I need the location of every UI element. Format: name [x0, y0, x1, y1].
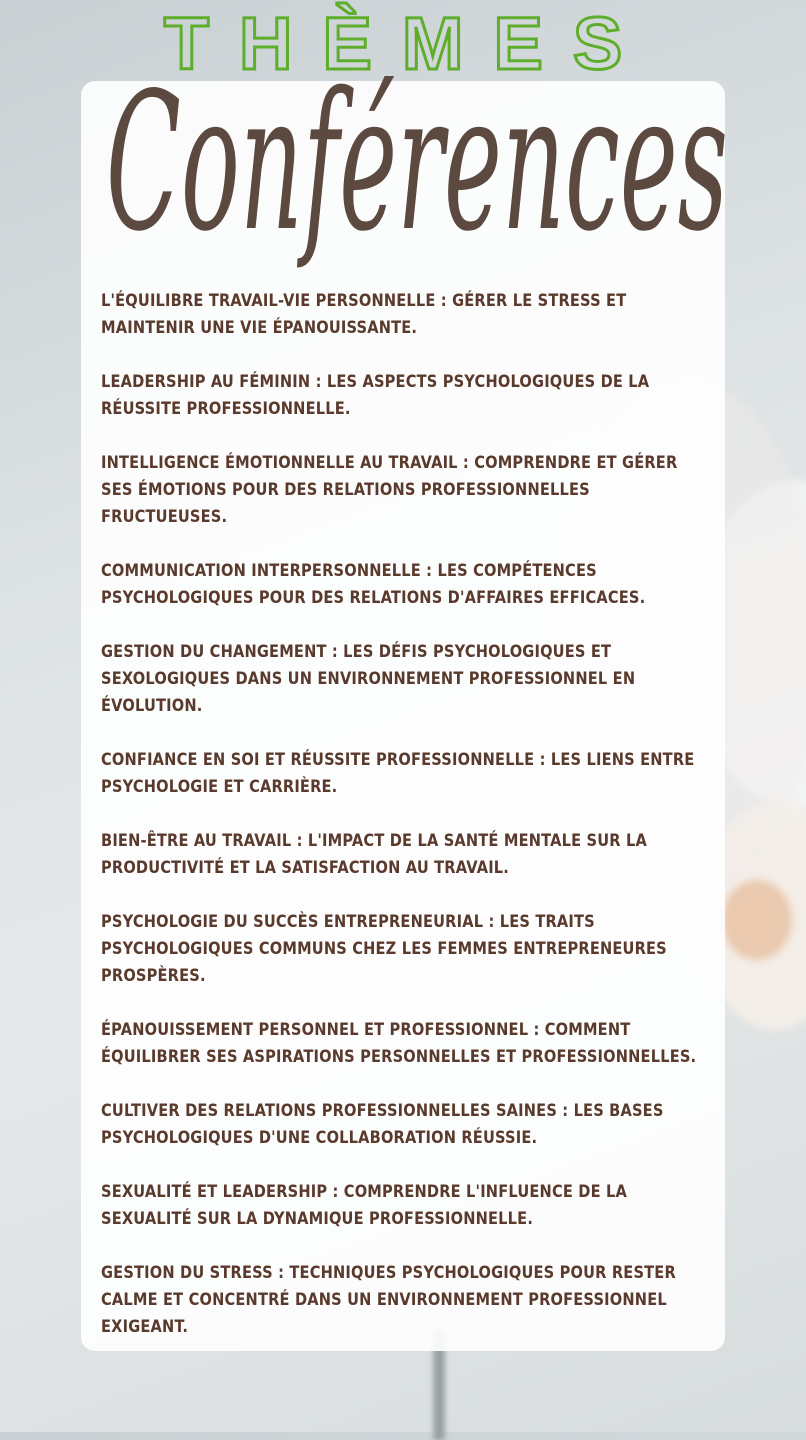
topic-item: PSYCHOLOGIE DU SUCCÈS ENTREPRENEURIAL : LES TRAITS PSYCHOLOGIQUES COMMUNS CHEZ LES FEMMES ENTREPRENEURES PROSPÈRES.	[101, 912, 667, 986]
script-title-text: Conférences	[106, 52, 728, 273]
topic-item: GESTION DU CHANGEMENT : LES DÉFIS PSYCHOLOGIQUES ET SEXOLOGIQUES DANS UN ENVIRONNEMENT PROFESSIONNEL EN ÉVOLUTION.	[101, 642, 636, 716]
topic-item: L'ÉQUILIBRE TRAVAIL-VIE PERSONNELLE : GÉRER LE STRESS ET MAINTENIR UNE VIE ÉPANOUISSANTE.	[101, 291, 627, 338]
themes-heading: THÈMES	[163, 2, 653, 85]
conferences-script-title	[102, 28, 732, 278]
topics-list	[101, 288, 711, 1368]
topic-item: BIEN-ÊTRE AU TRAVAIL : L'IMPACT DE LA SANTÉ MENTALE SUR LA PRODUCTIVITÉ ET LA SATISFACTION AU TRAVAIL.	[101, 831, 647, 878]
topic-item: GESTION DU STRESS : TECHNIQUES PSYCHOLOGIQUES POUR RESTER CALME ET CONCENTRÉ DANS UN ENVIRONNEMENT PROFESSIONNEL EXIGEANT.	[101, 1263, 676, 1337]
topic-item: CULTIVER DES RELATIONS PROFESSIONNELLES SAINES : LES BASES PSYCHOLOGIQUES D'UNE COLLABORATION RÉUSSIE.	[101, 1101, 664, 1148]
topic-item: SEXUALITÉ ET LEADERSHIP : COMPRENDRE L'INFLUENCE DE LA SEXUALITÉ SUR LA DYNAMIQUE PROFESSIONNELLE.	[101, 1182, 627, 1229]
background-flower-center	[722, 880, 792, 960]
topic-item: CONFIANCE EN SOI ET RÉUSSITE PROFESSIONNELLE : LES LIENS ENTRE PSYCHOLOGIE ET CARRIÈRE.	[101, 750, 695, 797]
topic-item: COMMUNICATION INTERPERSONNELLE : LES COMPÉTENCES PSYCHOLOGIQUES POUR DES RELATIONS D'AFFAIRES EFFICACES.	[101, 561, 646, 608]
topic-item: LEADERSHIP AU FÉMININ : LES ASPECTS PSYCHOLOGIQUES DE LA RÉUSSITE PROFESSIONNELLE.	[101, 372, 650, 419]
topic-item: INTELLIGENCE ÉMOTIONNELLE AU TRAVAIL : COMPRENDRE ET GÉRER SES ÉMOTIONS POUR DES RELATIONS PROFESSIONNELLES FRUCTUEUSES.	[101, 453, 678, 527]
topic-item: ÉPANOUISSEMENT PERSONNEL ET PROFESSIONNEL : COMMENT ÉQUILIBRER SES ASPIRATIONS PERSONNELLES ET PROFESSIONNELLES.	[101, 1020, 697, 1067]
